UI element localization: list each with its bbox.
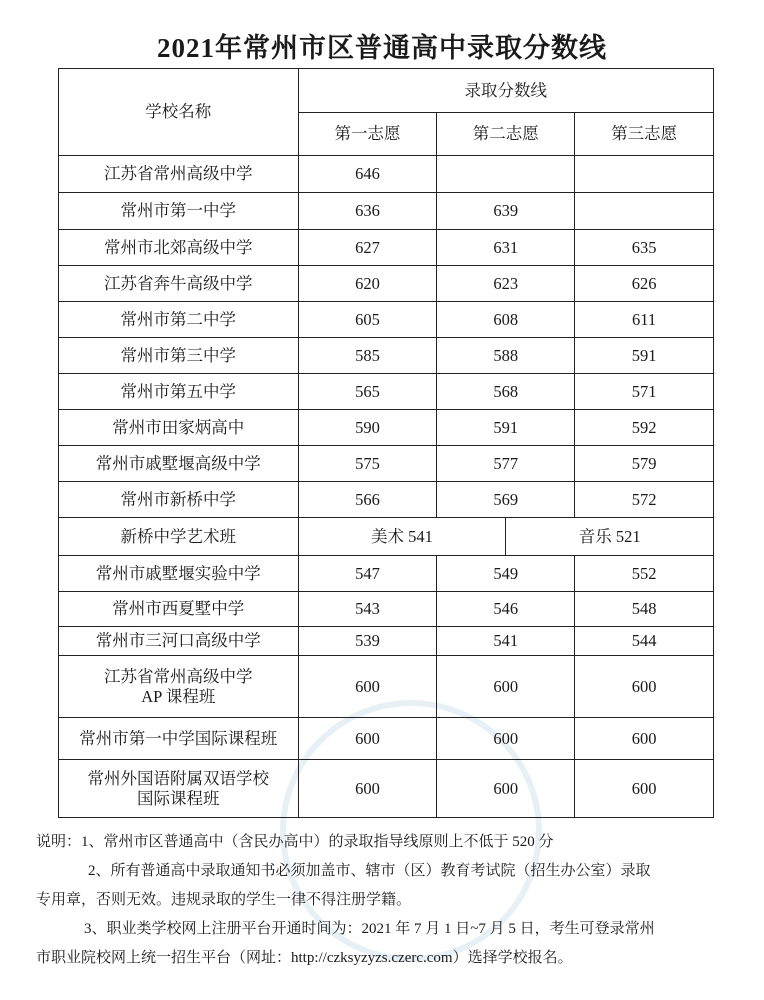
school-name: 江苏省奔牛高级中学	[59, 266, 299, 302]
score-cell: 590	[298, 410, 437, 446]
note-2a: 2、所有普通高中录取通知书必须加盖市、辖市（区）教育考试院（招生办公室）录取	[88, 863, 651, 879]
table-row	[59, 556, 714, 592]
score-cell: 547	[298, 556, 437, 592]
score-cell	[575, 156, 714, 193]
score-cell: 626	[575, 266, 714, 302]
table-row	[59, 627, 714, 656]
school-name: 常州市第一中学	[59, 193, 299, 230]
score-cell: 549	[437, 556, 575, 592]
school-name: 常州市新桥中学	[59, 482, 299, 518]
score-cell: 568	[437, 374, 575, 410]
score-cell	[437, 156, 575, 193]
school-name: 常州市戚墅堰高级中学	[59, 446, 299, 482]
score-cell: 600	[437, 760, 575, 818]
header-col-1: 第一志愿	[298, 113, 437, 156]
score-cell: 585	[298, 338, 437, 374]
score-cell: 600	[575, 760, 714, 818]
school-name: 常州市第二中学	[59, 302, 299, 338]
table-row	[59, 718, 714, 760]
score-cell: 美术 541	[298, 518, 506, 556]
table-row	[59, 302, 714, 338]
score-cell: 541	[437, 627, 575, 656]
school-name-line: 江苏省常州高级中学	[104, 666, 253, 686]
score-cell	[575, 193, 714, 230]
score-cell: 音乐 521	[506, 518, 714, 556]
school-name: 江苏省常州高级中学	[59, 156, 299, 193]
score-cell: 631	[437, 230, 575, 266]
table-row	[59, 410, 714, 446]
note-3b: 市职业院校网上统一招生平台（网址：http://czksyzyzs.czerc.com）选择学校报名。	[36, 950, 573, 966]
note-3a: 3、职业类学校网上注册平台开通时间为：2021 年 7 月 1 日~7 月 5 日，考生可登录常州	[84, 921, 655, 937]
score-cell: 548	[575, 592, 714, 627]
score-cell: 546	[437, 592, 575, 627]
note-1: 说明：1、常州市区普通高中（含民办高中）的录取指导线原则上不低于 520 分	[36, 834, 554, 850]
score-cell: 566	[298, 482, 437, 518]
score-cell: 577	[437, 446, 575, 482]
score-table	[58, 68, 714, 818]
page-title: 2021年常州市区普通高中录取分数线	[157, 33, 607, 63]
score-cell: 572	[575, 482, 714, 518]
school-name-line: 国际课程班	[137, 788, 220, 808]
table-row	[59, 193, 714, 230]
score-cell: 600	[575, 718, 714, 760]
score-cell: 611	[575, 302, 714, 338]
table-row	[59, 446, 714, 482]
table-row	[59, 592, 714, 627]
notes	[36, 828, 736, 973]
score-cell: 539	[298, 627, 437, 656]
school-name: 常州市第五中学	[59, 374, 299, 410]
score-cell: 571	[575, 374, 714, 410]
table-row	[59, 760, 714, 818]
score-cell: 544	[575, 627, 714, 656]
score-cell: 592	[575, 410, 714, 446]
score-cell: 552	[575, 556, 714, 592]
score-cell: 600	[298, 760, 437, 818]
school-name	[59, 656, 299, 718]
score-cell: 600	[437, 718, 575, 760]
table-row	[59, 338, 714, 374]
header-group: 录取分数线	[298, 69, 713, 113]
header-col-2: 第二志愿	[437, 113, 575, 156]
score-cell: 608	[437, 302, 575, 338]
school-name: 常州市三河口高级中学	[59, 627, 299, 656]
school-name-line: AP 课程班	[141, 686, 216, 706]
table-row-art	[59, 518, 714, 556]
header-col-3: 第三志愿	[575, 113, 714, 156]
table-row	[59, 374, 714, 410]
score-cell: 635	[575, 230, 714, 266]
score-cell: 639	[437, 193, 575, 230]
score-cell: 591	[437, 410, 575, 446]
note-2b: 专用章，否则无效。违规录取的学生一律不得注册学籍。	[36, 892, 412, 908]
header-school: 学校名称	[59, 69, 299, 156]
score-cell: 627	[298, 230, 437, 266]
table-row	[59, 230, 714, 266]
score-cell: 579	[575, 446, 714, 482]
score-cell: 588	[437, 338, 575, 374]
school-name: 常州市田家炳高中	[59, 410, 299, 446]
score-cell: 591	[575, 338, 714, 374]
score-cell: 600	[437, 656, 575, 718]
school-name	[59, 718, 299, 760]
school-name: 新桥中学艺术班	[59, 518, 299, 556]
score-cell: 569	[437, 482, 575, 518]
score-cell: 600	[298, 718, 437, 760]
school-name: 常州市第三中学	[59, 338, 299, 374]
school-name: 常州市西夏墅中学	[59, 592, 299, 627]
school-name-line: 常州外国语附属双语学校	[87, 768, 270, 788]
table-row	[59, 482, 714, 518]
score-cell: 575	[298, 446, 437, 482]
school-name: 常州市北郊高级中学	[59, 230, 299, 266]
table-row	[59, 156, 714, 193]
score-cell: 605	[298, 302, 437, 338]
score-cell: 543	[298, 592, 437, 627]
score-cell: 565	[298, 374, 437, 410]
score-cell: 646	[298, 156, 437, 193]
score-cell: 623	[437, 266, 575, 302]
table-row	[59, 656, 714, 718]
table-row	[59, 266, 714, 302]
score-cell: 600	[575, 656, 714, 718]
score-cell: 620	[298, 266, 437, 302]
school-name	[59, 760, 299, 818]
school-name-line: 常州市第一中学国际课程班	[79, 728, 278, 748]
score-cell: 600	[298, 656, 437, 718]
school-name: 常州市戚墅堰实验中学	[59, 556, 299, 592]
score-cell: 636	[298, 193, 437, 230]
